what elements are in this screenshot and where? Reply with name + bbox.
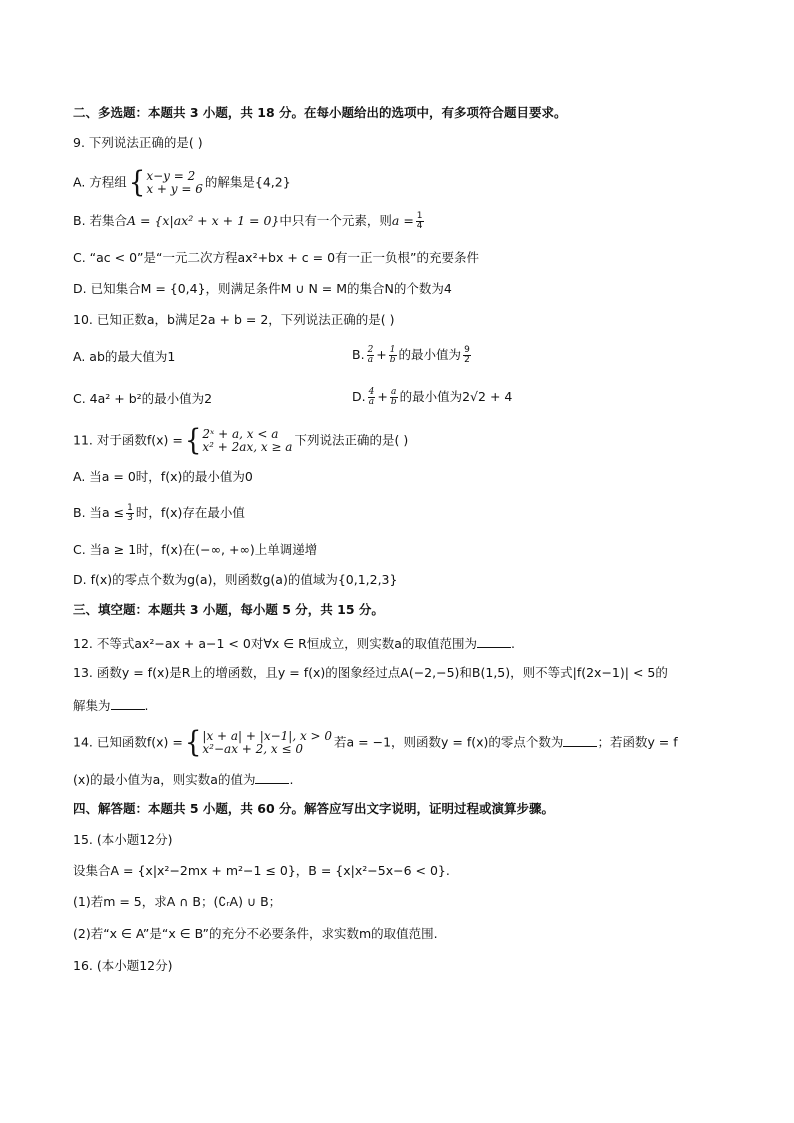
q9-stem: 9. 下列说法正确的是( ) bbox=[73, 135, 203, 150]
q16-header: 16. (本小题12分) bbox=[73, 958, 173, 973]
q12-answer-blank[interactable] bbox=[477, 634, 511, 648]
q10-d-frac1: $\frac{4}{a}$ bbox=[368, 387, 375, 407]
q9-b-mid: 中只有一个元素，则 bbox=[279, 213, 392, 228]
q11-row1: 2ˣ + a, x < a bbox=[202, 427, 279, 441]
brace-icon: { bbox=[128, 166, 146, 200]
q10-b-plus: + bbox=[376, 347, 387, 362]
q9-b-math2: a = bbox=[391, 213, 414, 228]
q11-option-b bbox=[73, 504, 245, 523]
q9-a-row1: x−y = 2 bbox=[146, 169, 196, 183]
q10-b-frac1: $\frac{2}{a}$ bbox=[367, 345, 374, 365]
q14-piecewise bbox=[184, 726, 333, 760]
q14-mid: 若a = −1，则函数y = f(x)的零点个数为 bbox=[334, 734, 564, 750]
q11-option-a: A. 当a = 0时，f(x)的最小值为0 bbox=[73, 469, 253, 484]
q9-option-d: D. 已知集合M = {0,4}，则满足条件M ∪ N = M的集合N的个数为4 bbox=[73, 281, 452, 296]
q10-d-post: 的最小值为2√2 + 4 bbox=[399, 389, 513, 404]
q12-text: 12. 不等式ax²−ax + a−1 < 0对∀x ∈ R恒成立，则实数a的取值范围为 bbox=[73, 636, 477, 651]
q9-option-b bbox=[73, 212, 426, 231]
q14-row2: x²−ax + 2, x ≤ 0 bbox=[202, 742, 303, 756]
q10-b-label: B. bbox=[352, 347, 365, 362]
section2-title: 二、多选题：本题共 3 小题，共 18 分。在每小题给出的选项中，有多项符合题目要求。 bbox=[73, 105, 567, 120]
q14-mid2: ；若函数y = f bbox=[597, 734, 678, 750]
q10-d-frac2: $\frac{a}{b}$ bbox=[390, 387, 397, 407]
q9-a-label: A. 方程组 bbox=[73, 174, 127, 190]
q10-d-plus: + bbox=[377, 389, 388, 404]
q14-line2 bbox=[73, 770, 293, 789]
q10-stem: 10. 已知正数a，b满足2a + b = 2，下列说法正确的是( ) bbox=[73, 312, 395, 327]
q13-line2-text: 解集为 bbox=[73, 698, 111, 713]
q9-b-math: A = {x|ax² + x + 1 = 0} bbox=[127, 213, 280, 228]
q10-option-a: A. ab的最大值为1 bbox=[73, 349, 176, 364]
q11-option-c: C. 当a ≥ 1时，f(x)在(−∞, +∞)上单调递增 bbox=[73, 542, 318, 557]
q11-stem bbox=[73, 424, 409, 458]
q14-row1: |x + a| + |x−1|, x > 0 bbox=[202, 729, 333, 743]
q15-part1: (1)若m = 5，求A ∩ B；(∁ᵣA) ∪ B； bbox=[73, 894, 282, 909]
q9-option-c: C. “ac < 0”是“一元二次方程ax²+bx + c = 0有一正一负根”的充要条件 bbox=[73, 250, 480, 265]
q15-part2: (2)若“x ∈ A”是“x ∈ B”的充分不必要条件，求实数m的取值范围. bbox=[73, 926, 438, 941]
q11-option-d: D. f(x)的零点个数为g(a)，则函数g(a)的值域为{0,1,2,3} bbox=[73, 572, 398, 587]
q11-stem-post: 下列说法正确的是( ) bbox=[294, 432, 409, 448]
q10-d-label: D. bbox=[352, 389, 366, 404]
q14-answer-blank-2[interactable] bbox=[255, 770, 289, 784]
q14-answer-blank-1[interactable] bbox=[563, 733, 597, 747]
q15-setup: 设集合A = {x|x²−2mx + m²−1 ≤ 0}，B = {x|x²−5x−6 < 0}. bbox=[73, 863, 450, 878]
q10-option-c: C. 4a² + b²的最小值为2 bbox=[73, 391, 213, 406]
q11-b-pre: B. 当a ≤ bbox=[73, 505, 125, 520]
q12-end: . bbox=[510, 636, 515, 651]
q10-option-b bbox=[352, 346, 473, 365]
q12 bbox=[73, 634, 515, 653]
q11-b-fraction: $\frac{1}{3}$ bbox=[127, 503, 133, 523]
q15-header: 15. (本小题12分) bbox=[73, 832, 173, 847]
brace-icon: { bbox=[184, 424, 202, 458]
q11-stem-pre: 11. 对于函数f(x) = bbox=[73, 432, 183, 448]
q10-option-d bbox=[352, 388, 512, 407]
q13-end: . bbox=[144, 698, 149, 713]
q14-line2-text: (x)的最小值为a，则实数a的值为 bbox=[73, 772, 256, 787]
q10-b-frac3: $\frac{9}{2}$ bbox=[464, 345, 470, 365]
q10-b-frac2: $\frac{1}{b}$ bbox=[389, 345, 396, 365]
q9-a-row2: x + y = 6 bbox=[146, 182, 203, 196]
q13-line1: 13. 函数y = f(x)是R上的增函数，且y = f(x)的图象经过点A(−2,−5)和B(1,5)，则不等式|f(2x−1)| < 5的 bbox=[73, 665, 668, 680]
q11-b-post: 时，f(x)存在最小值 bbox=[135, 505, 245, 520]
brace-icon: { bbox=[184, 726, 202, 760]
q9-b-label: B. 若集合 bbox=[73, 213, 128, 228]
q9-a-post: 的解集是{4,2} bbox=[204, 174, 291, 190]
q10-b-mid: 的最小值为 bbox=[398, 347, 462, 362]
q9-b-fraction: $\frac{1}{4}$ bbox=[416, 211, 423, 231]
q11-row2: x² + 2ax, x ≥ a bbox=[202, 440, 293, 454]
q13-line2 bbox=[73, 696, 149, 715]
q14-end: . bbox=[289, 772, 294, 787]
q14-line1 bbox=[73, 726, 678, 760]
q13-answer-blank[interactable] bbox=[111, 696, 145, 710]
q9-option-a bbox=[73, 166, 291, 200]
q9-a-system bbox=[128, 166, 203, 200]
q11-piecewise bbox=[184, 424, 293, 458]
q14-pre: 14. 已知函数f(x) = bbox=[73, 734, 183, 750]
section3-title: 三、填空题：本题共 3 小题，每小题 5 分，共 15 分。 bbox=[73, 602, 384, 617]
section4-title: 四、解答题：本题共 5 小题，共 60 分。解答应写出文字说明，证明过程或演算步骤。 bbox=[73, 801, 555, 816]
